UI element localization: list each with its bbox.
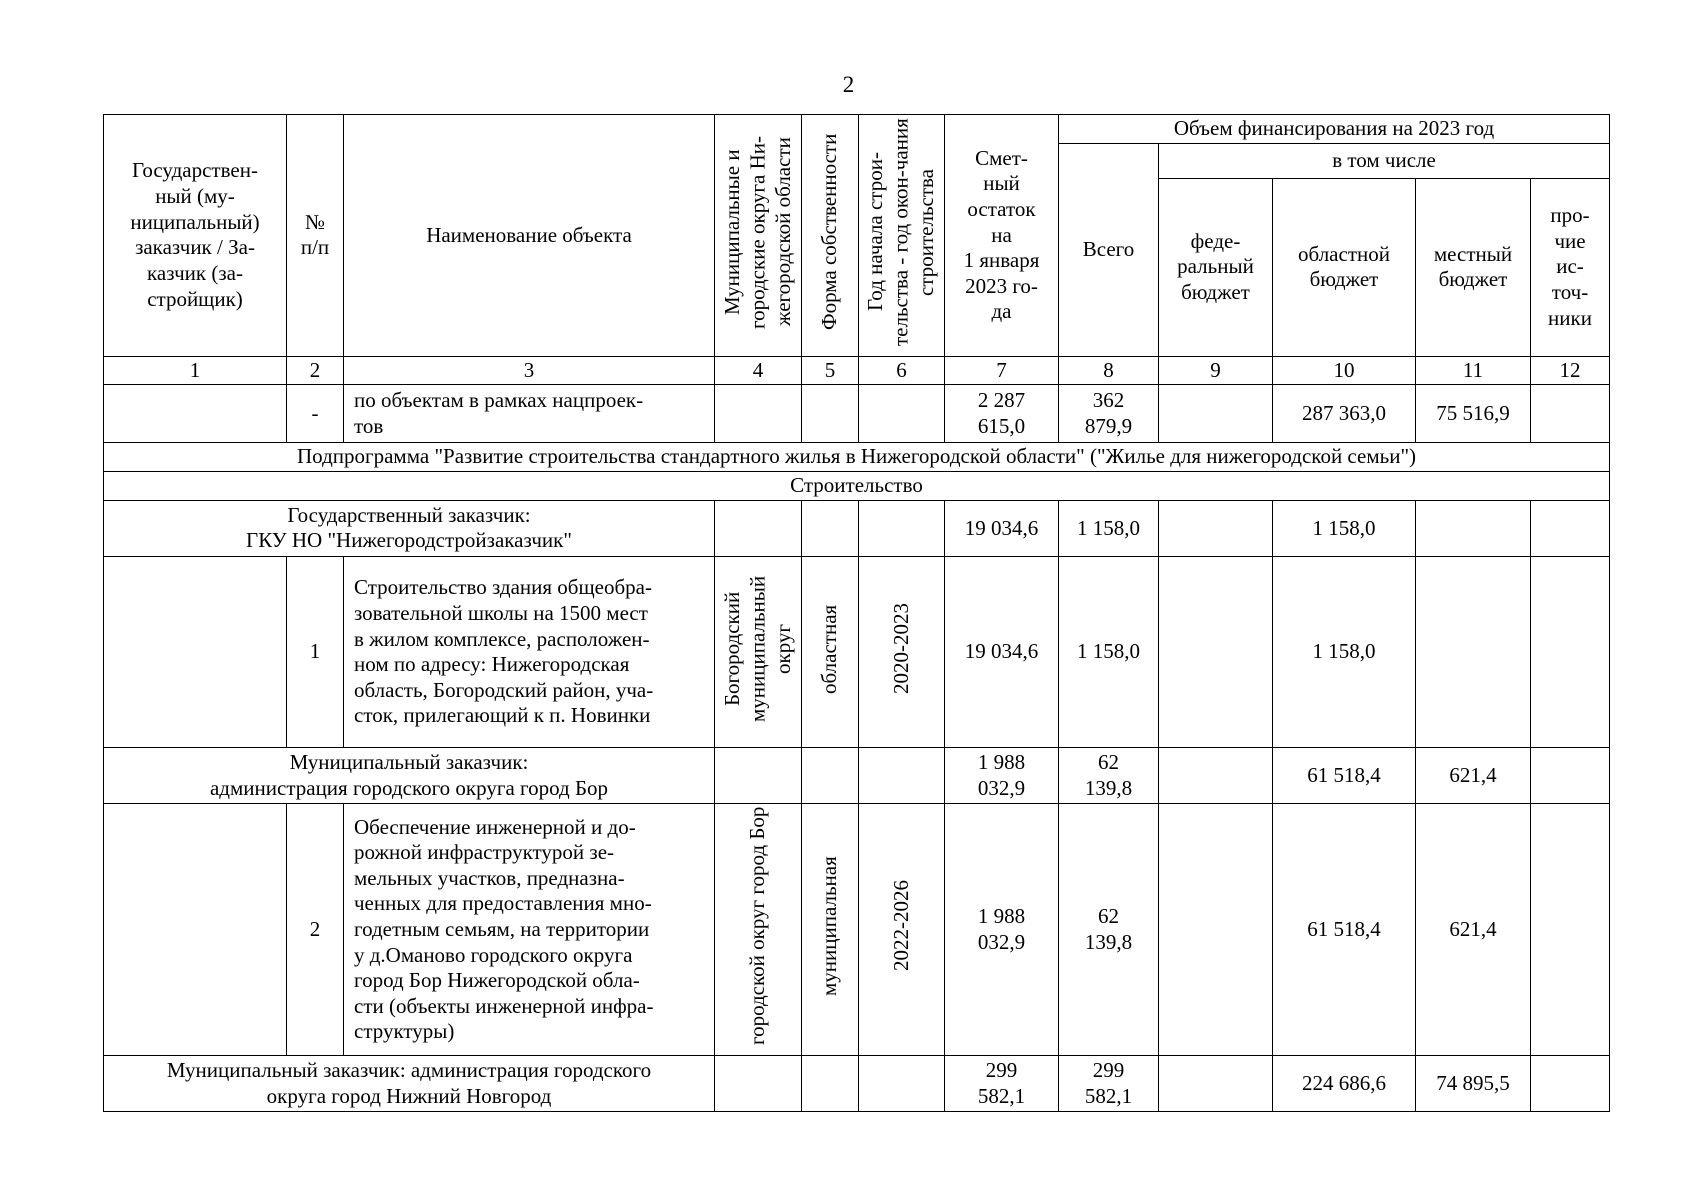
col-number: 6 xyxy=(859,356,945,385)
header-districts: Муниципальные и городские округа Ни-жегородской области xyxy=(715,115,802,357)
col-number: 8 xyxy=(1059,356,1159,385)
years-cell: 2020-2023 xyxy=(859,556,945,748)
customer-row xyxy=(104,500,1610,556)
balance-value: 1 988 032,9 xyxy=(945,748,1059,804)
col-number: 12 xyxy=(1531,356,1610,385)
section-title: Строительство xyxy=(104,471,1610,500)
customer-name: Муниципальный заказчик: администрация городского округа город Бор xyxy=(104,748,715,804)
total-value: 1 158,0 xyxy=(1059,500,1159,556)
district-cell: городской округ город Бор xyxy=(715,804,802,1056)
total-value: 62 139,8 xyxy=(1059,804,1159,1056)
col-number: 2 xyxy=(287,356,344,385)
total-value: 62 139,8 xyxy=(1059,748,1159,804)
ownership-cell: муниципальная xyxy=(802,804,859,1056)
financing-table xyxy=(103,114,1610,1112)
header-other: про- чие ис- точ- ники xyxy=(1531,178,1610,356)
page-number: 2 xyxy=(842,72,855,97)
col-number: 9 xyxy=(1159,356,1273,385)
header-regional: областной бюджет xyxy=(1273,178,1416,356)
local-value: 621,4 xyxy=(1416,804,1531,1056)
regional-value: 1 158,0 xyxy=(1273,500,1416,556)
col-number: 3 xyxy=(344,356,715,385)
ownership-cell: областная xyxy=(802,556,859,748)
row-number: 1 xyxy=(287,556,344,748)
customer-row xyxy=(104,1056,1610,1112)
years-cell: 2022-2026 xyxy=(859,804,945,1056)
object-row xyxy=(104,556,1610,748)
col-number: 5 xyxy=(802,356,859,385)
total-value: 299 582,1 xyxy=(1059,1056,1159,1112)
header-number: № п/п xyxy=(287,115,344,357)
row-number: 2 xyxy=(287,804,344,1056)
local-value: 74 895,5 xyxy=(1416,1056,1531,1112)
regional-value: 287 363,0 xyxy=(1273,385,1416,443)
district-cell: Богородский муниципальный округ xyxy=(715,556,802,748)
customer-row xyxy=(104,748,1610,804)
balance-value: 19 034,6 xyxy=(945,556,1059,748)
local-value: 621,4 xyxy=(1416,748,1531,804)
header-years: Год начала строи-тельства - год окон-чания строительства xyxy=(859,115,945,357)
col-number: 11 xyxy=(1416,356,1531,385)
col-number: 7 xyxy=(945,356,1059,385)
balance-value: 1 988 032,9 xyxy=(945,804,1059,1056)
col-number: 1 xyxy=(104,356,287,385)
row-number: - xyxy=(287,385,344,443)
header-local: местный бюджет xyxy=(1416,178,1531,356)
header-federal: феде- ральный бюджет xyxy=(1159,178,1273,356)
header-including: в том числе xyxy=(1159,144,1610,179)
regional-value: 61 518,4 xyxy=(1273,804,1416,1056)
subprogram-title: Подпрограмма "Развитие строительства стандартного жилья в Нижегородской области" ("Жилье для нижегородской семьи") xyxy=(104,443,1610,472)
local-value: 75 516,9 xyxy=(1416,385,1531,443)
total-value: 362 879,9 xyxy=(1059,385,1159,443)
header-object-name: Наименование объекта xyxy=(344,115,715,357)
object-name: Строительство здания общеобра- зовательной школы на 1500 мест в жилом комплексе, расположен- ном по адресу: Нижегородская область, Богородский район, уча- сток, прилегающий к п. Новинки xyxy=(344,556,715,748)
col-number: 10 xyxy=(1273,356,1416,385)
customer-name: Государственный заказчик: ГКУ НО "Нижегородстройзаказчик" xyxy=(104,500,715,556)
header-ownership: Форма собственности xyxy=(802,115,859,357)
col-number: 4 xyxy=(715,356,802,385)
object-row xyxy=(104,804,1610,1056)
regional-value: 1 158,0 xyxy=(1273,556,1416,748)
object-name: по объектам в рамках нацпроек- тов xyxy=(344,385,715,443)
header-total: Всего xyxy=(1059,144,1159,357)
header-customer: Государствен- ный (му- ниципальный) заказчик / За- казчик (за- стройщик) xyxy=(104,115,287,357)
column-numbers-row xyxy=(104,356,1610,385)
object-name: Обеспечение инженерной и до- рожной инфраструктурой зе- мельных участков, предназна- ченных для предоставления мно- годетным семьям, на территории у д.Оманово городского округа город Бор Нижегородской обла- сти (объекты инженерной инфра- структуры) xyxy=(344,804,715,1056)
customer-name: Муниципальный заказчик: администрация городского округа город Нижний Новгород xyxy=(104,1056,715,1112)
balance-value: 19 034,6 xyxy=(945,500,1059,556)
regional-value: 61 518,4 xyxy=(1273,748,1416,804)
nat-projects-row xyxy=(104,385,1610,443)
total-value: 1 158,0 xyxy=(1059,556,1159,748)
header-balance: Смет- ный остаток на 1 января 2023 го- да xyxy=(945,115,1059,357)
regional-value: 224 686,6 xyxy=(1273,1056,1416,1112)
header-financing: Объем финансирования на 2023 год xyxy=(1059,115,1610,144)
balance-value: 2 287 615,0 xyxy=(945,385,1059,443)
balance-value: 299 582,1 xyxy=(945,1056,1059,1112)
